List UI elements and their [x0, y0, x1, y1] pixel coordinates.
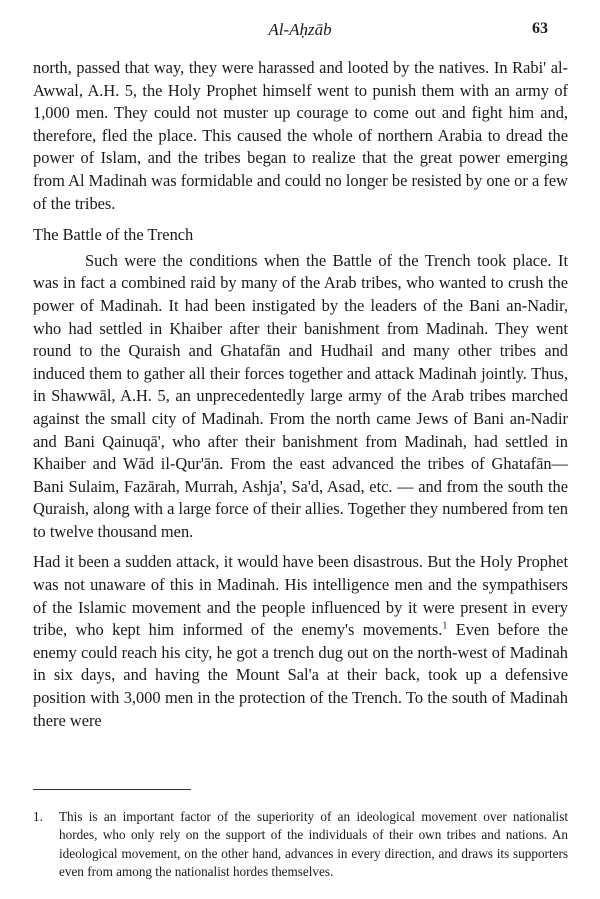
paragraph: north, passed that way, they were harassed and looted by the natives. In Rabi' al-Awwal, A.H. 5, the Holy Prophet himself went to punish them with an army of 1,000 men. They could not muster up courage to come out and fight him and, therefore, fled the place. This caused the whole of northern Arabia to dread the power of Islam, and the tribes began to realize that the great power emerging from Al Madinah was formidable and could no longer be resisted by one or a few of the tribes. [33, 58, 568, 213]
footnote-number: 1. [33, 809, 43, 824]
paragraph-spacer [33, 543, 568, 551]
footnote-reference[interactable]: 1 [442, 620, 448, 632]
paragraph-text: Even before the enemy could reach his city, he got a trench dug out on the north-west of Madinah in six days, and having the Mount Sal'a at their back, took up a defensive position with 3,000 men in the protection of the Trench. To the south of Madinah there were [33, 620, 568, 730]
footnote-divider [33, 789, 191, 790]
paragraph [33, 551, 568, 732]
footnote [33, 808, 568, 882]
running-title: Al-Aḥzāb [268, 20, 332, 39]
footnote-text: This is an important factor of the superiority of an ideological movement over nationalist hordes, who only rely on the support of the individuals of their own tribes and nations. An ideological movement, on the other hand, advances in every direction, and draws its supporters even from among the nationalist hordes themselves. [59, 809, 568, 880]
page-number: 63 [532, 20, 548, 37]
paragraph-text: Had it been a sudden attack, it would have been disastrous. But the Holy Prophet was not unaware of this in Madinah. His intelligence men and the sympathisers of the Islamic movement and the people influenced by it were present in every tribe, who kept him informed of the enemy's movements. [33, 552, 568, 640]
paragraph: Such were the conditions when the Battle of the Trench took place. It was in fact a combined raid by many of the Arab tribes, who wanted to crush the power of Madinah. It had been instigated by the leaders of the Bani an-Nadir, who had settled in Khaiber after their banishment from Madinah. They went round to the Quraish and Ghatafān and Hudhail and many other tribes and induced them to gather all their forces together and attack Madinah jointly. Thus, in Shawwāl, A.H. 5, an unprecedentedly large army of the Arab tribes marched against the small city of Madinah. From the north came Jews of Bani an-Nadir and Bani Qainuqā', who after their banishment from Madinah, had settled in Khaiber and Wād il-Qur'ān. From the east advanced the tribes of Ghatafān—Bani Sulaim, Fazārah, Murrah, Ashja', Sa'd, Asad, etc. — and from the south the Quraish, along with a large force of their allies. Together they numbered from ten to twelve thousand men. [33, 250, 568, 541]
running-header [0, 20, 600, 44]
body-text [33, 57, 568, 732]
section-heading: The Battle of the Trench [33, 225, 194, 245]
